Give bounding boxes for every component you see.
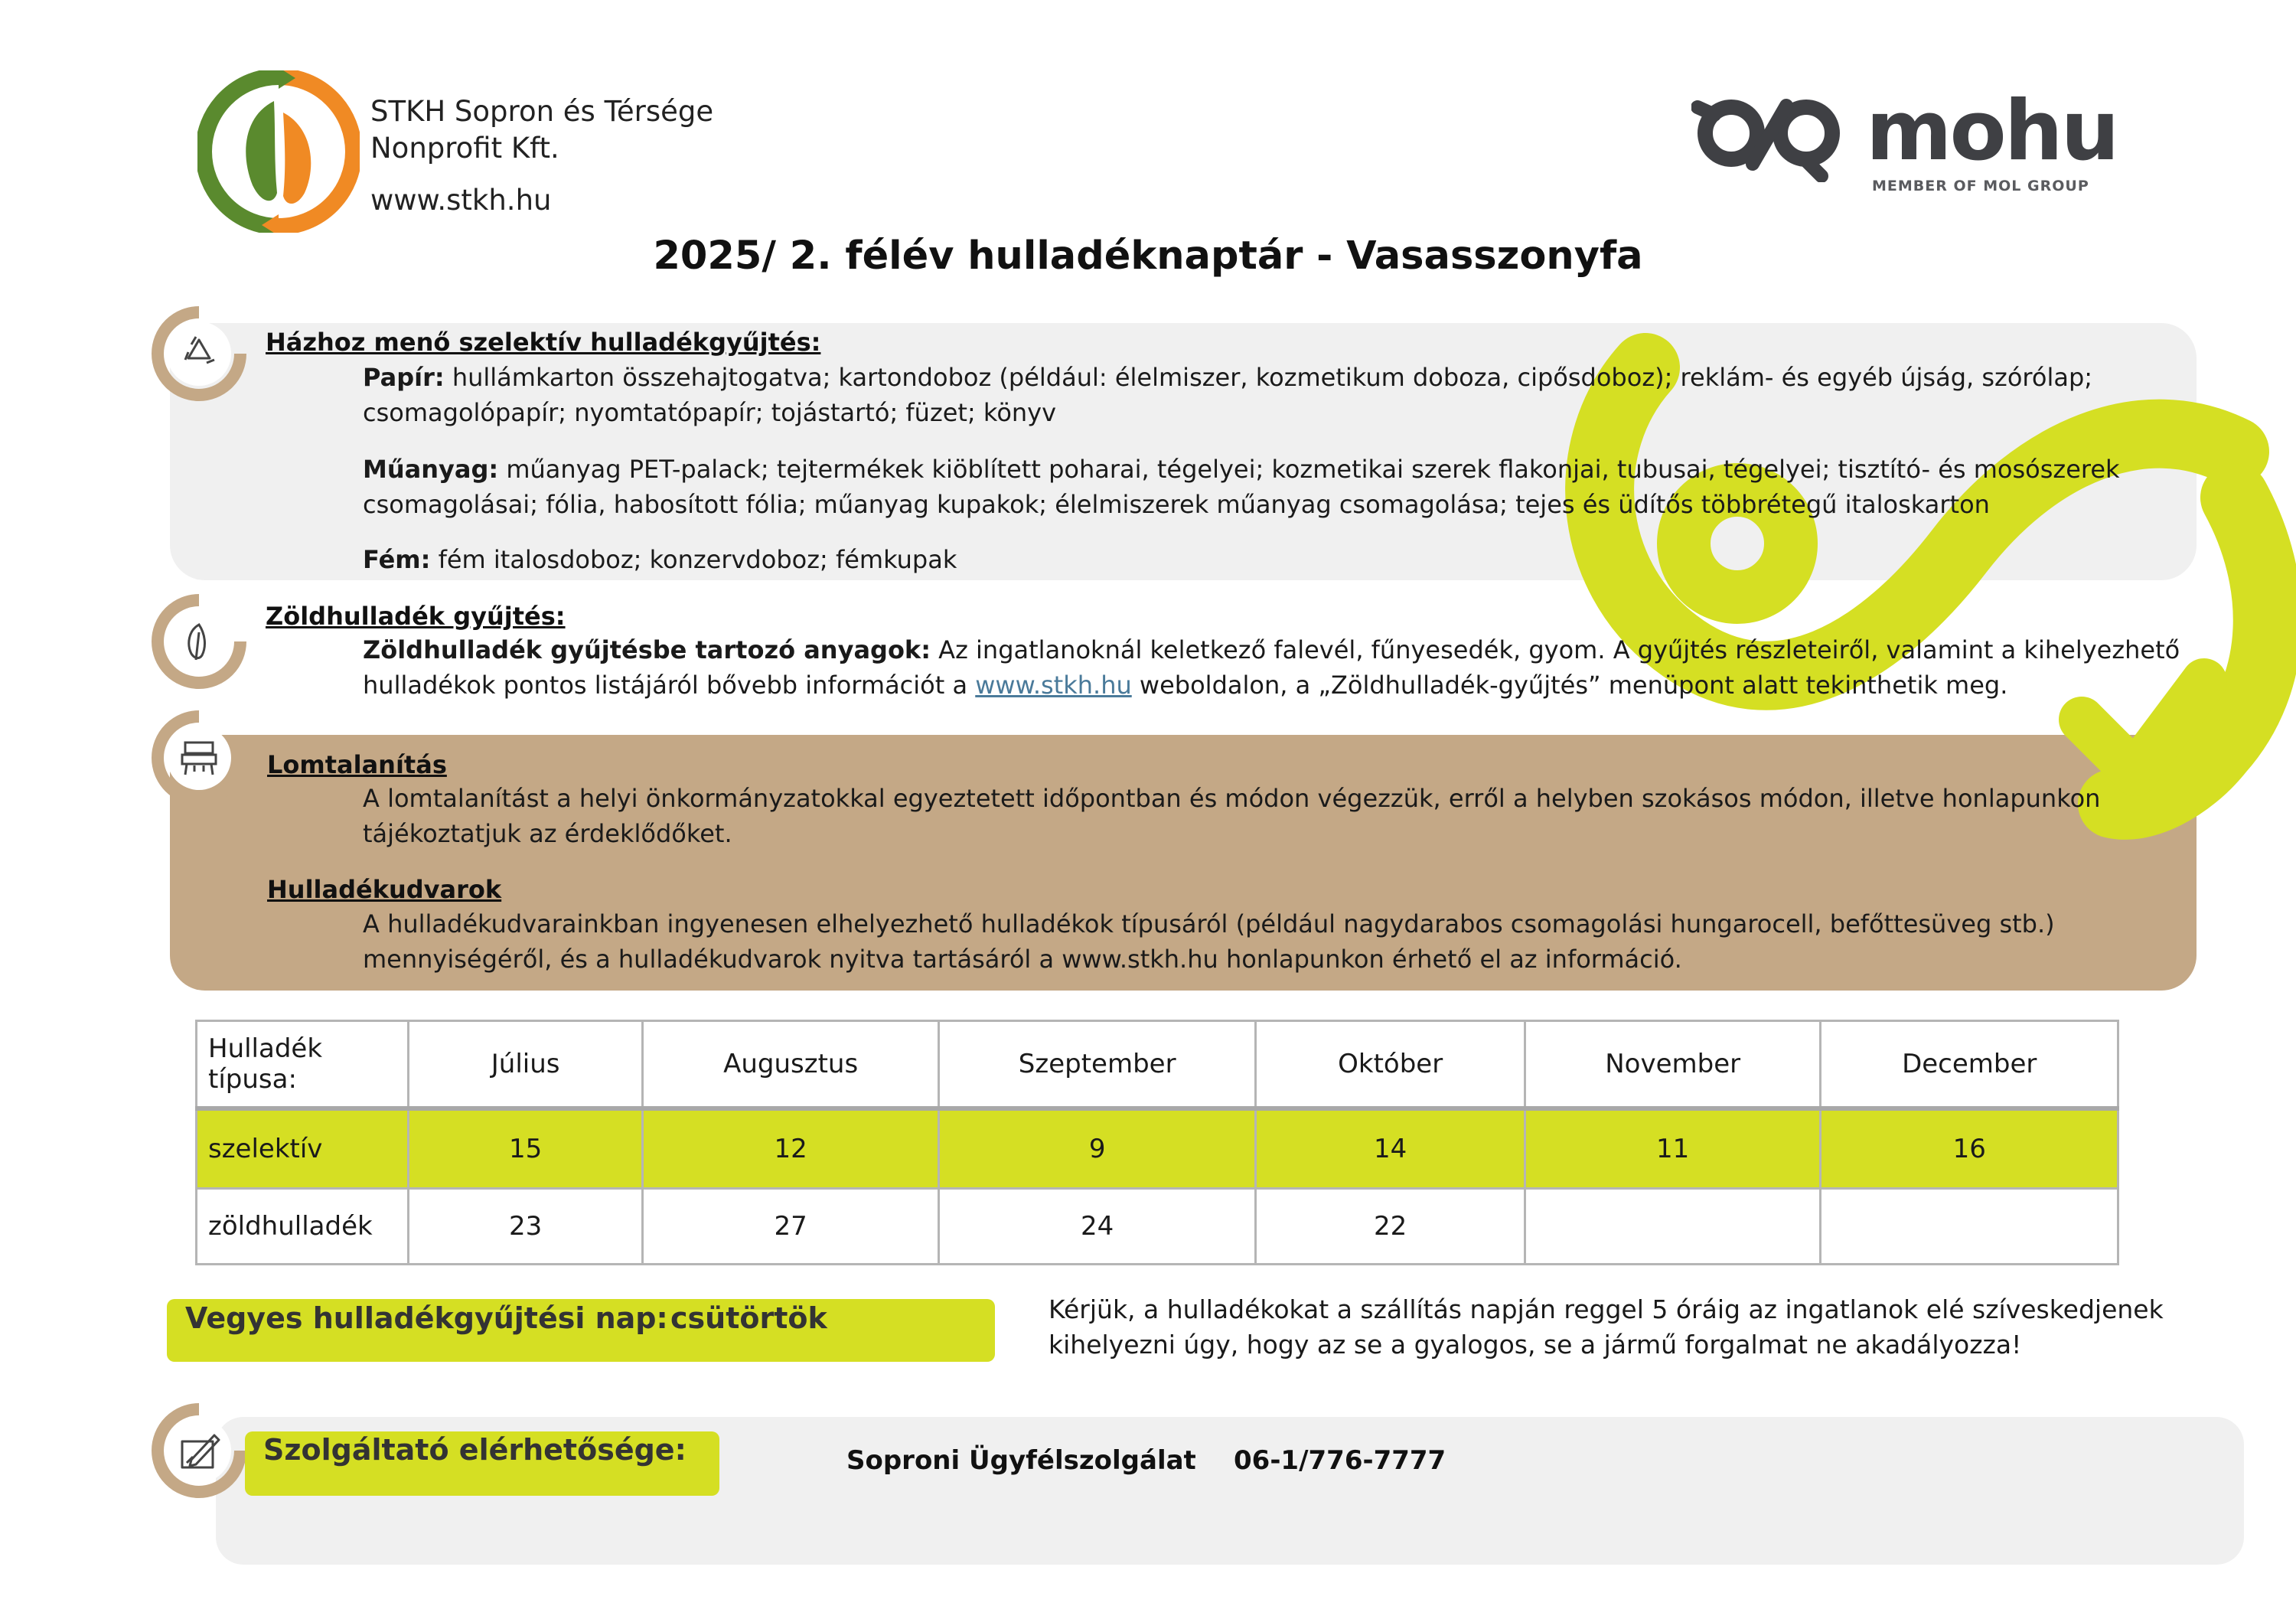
partner-subtitle: MEMBER OF MOL GROUP <box>1872 178 2089 194</box>
month-header: December <box>1821 1021 2118 1109</box>
day-cell: 11 <box>1525 1108 1821 1189</box>
day-cell: 23 <box>408 1189 643 1265</box>
page-title: 2025/ 2. félév hulladéknaptár - Vasasszonyfa <box>653 233 1643 279</box>
metal-label: Fém: <box>363 545 431 574</box>
day-cell <box>1525 1189 1821 1265</box>
month-header: Szeptember <box>938 1021 1256 1109</box>
day-cell: 12 <box>643 1108 939 1189</box>
green-text-a: Az ingatlanoknál keletkező falevél, fűnyesedék, gyom. A gyűjtés részleteiről, valamint a kihelyezhető hulladékok pontos listájáról bővebb információt a <box>363 635 2180 700</box>
org-name-line2: Nonprofit Kft. <box>370 132 559 165</box>
waste-type-cell: zöldhulladék <box>197 1189 409 1265</box>
yards-heading: Hulladékudvarok <box>267 875 502 904</box>
plastic-paragraph <box>363 452 2184 522</box>
recycle-icon <box>152 306 246 401</box>
collection-calendar-table <box>195 1020 2119 1265</box>
day-cell <box>1821 1189 2118 1265</box>
contact-phone[interactable]: 06-1/776-7777 <box>1234 1445 1446 1476</box>
paper-text: hullámkarton összehajtogatva; kartondoboz (például: élelmiszer, kozmetikum doboza, cipősdoboz); reklám- és egyéb újság, szórólap; csomagolópapír; nyomtatópapír; tojástartó; füzet; könyv <box>363 363 2093 427</box>
day-cell: 27 <box>643 1189 939 1265</box>
mixed-waste-label: Vegyes hulladékgyűjtési nap: <box>185 1301 668 1335</box>
month-header: Július <box>408 1021 643 1109</box>
table-row <box>197 1189 2118 1265</box>
green-text-b: weboldalon, a „Zöldhulladék-gyűjtés” menüpont alatt tekinthetik meg. <box>1131 671 2008 700</box>
day-cell: 9 <box>938 1108 1256 1189</box>
green-label: Zöldhulladék gyűjtésbe tartozó anyagok: <box>363 635 931 664</box>
edit-icon <box>152 1403 246 1498</box>
waste-type-cell: szelektív <box>197 1108 409 1189</box>
green-paragraph <box>363 632 2184 703</box>
green-link[interactable]: www.stkh.hu <box>975 671 1132 700</box>
month-header: Október <box>1256 1021 1525 1109</box>
mixed-waste-day: csütörtök <box>670 1301 827 1335</box>
selective-heading: Házhoz menő szelektív hulladékgyűjtés: <box>266 328 821 357</box>
partner-name: mohu <box>1866 83 2118 179</box>
placement-notice: Kérjük, a hulladékokat a szállítás napján reggel 5 óráig az ingatlanok elé szíveskedjenek kihelyezni úgy, hogy az se a gyalogos, se a jármű forgalmat ne akadályozza! <box>1049 1294 2164 1360</box>
mohu-logo-mark <box>1691 90 1852 182</box>
type-header: Hulladék típusa: <box>197 1021 409 1109</box>
contact-office-name: Soproni Ügyfélszolgálat <box>846 1445 1196 1476</box>
contact-label: Szolgáltató elérhetősége: <box>263 1433 687 1467</box>
paper-label: Papír: <box>363 363 445 392</box>
bulky-heading: Lomtalanítás <box>267 750 447 779</box>
furniture-icon <box>152 710 246 805</box>
day-cell: 15 <box>408 1108 643 1189</box>
day-cell: 16 <box>1821 1108 2118 1189</box>
paper-paragraph <box>363 360 2184 430</box>
leaf-icon <box>152 594 246 689</box>
org-name-line1: STKH Sopron és Térsége <box>370 95 714 128</box>
org-website[interactable]: www.stkh.hu <box>370 184 552 217</box>
yards-text: A hulladékudvarainkban ingyenesen elhelyezhető hulladékok típusáról (például nagydarabos csomagolási hungarocell, befőttesüveg stb.) mennyiségéről, és a hulladékudvarok nyitva tartásáról a www.stkh.hu honlapunkon érhető el az információ. <box>363 909 2055 974</box>
stkh-logo <box>197 70 360 233</box>
org-name <box>370 93 713 167</box>
plastic-label: Műanyag: <box>363 455 499 484</box>
metal-paragraph <box>363 542 2184 577</box>
green-heading: Zöldhulladék gyűjtés: <box>266 602 566 631</box>
month-header: November <box>1525 1021 1821 1109</box>
table-header-row <box>197 1021 2118 1109</box>
day-cell: 14 <box>1256 1108 1525 1189</box>
day-cell: 24 <box>938 1189 1256 1265</box>
table-row <box>197 1108 2118 1189</box>
plastic-text: műanyag PET-palack; tejtermékek kiöblített poharai, tégelyei; kozmetikai szerek flakonjai, tubusai, tégelyei; tisztító- és mosószerek csomagolásai; fólia, habosított fólia; műanyag kupakok; élelmiszerek műanyag csomagolása; tejes és üdítős többrétegű italoskarton <box>363 455 2120 519</box>
month-header: Augusztus <box>643 1021 939 1109</box>
day-cell: 22 <box>1256 1189 1525 1265</box>
metal-text: fém italosdoboz; konzervdoboz; fémkupak <box>430 545 957 574</box>
bulky-text: A lomtalanítást a helyi önkormányzatokkal egyeztetett időpontban és módon végezzük, erről a helyben szokásos módon, illetve honlapunkon tájékoztatjuk az érdeklődőket. <box>363 784 2101 848</box>
